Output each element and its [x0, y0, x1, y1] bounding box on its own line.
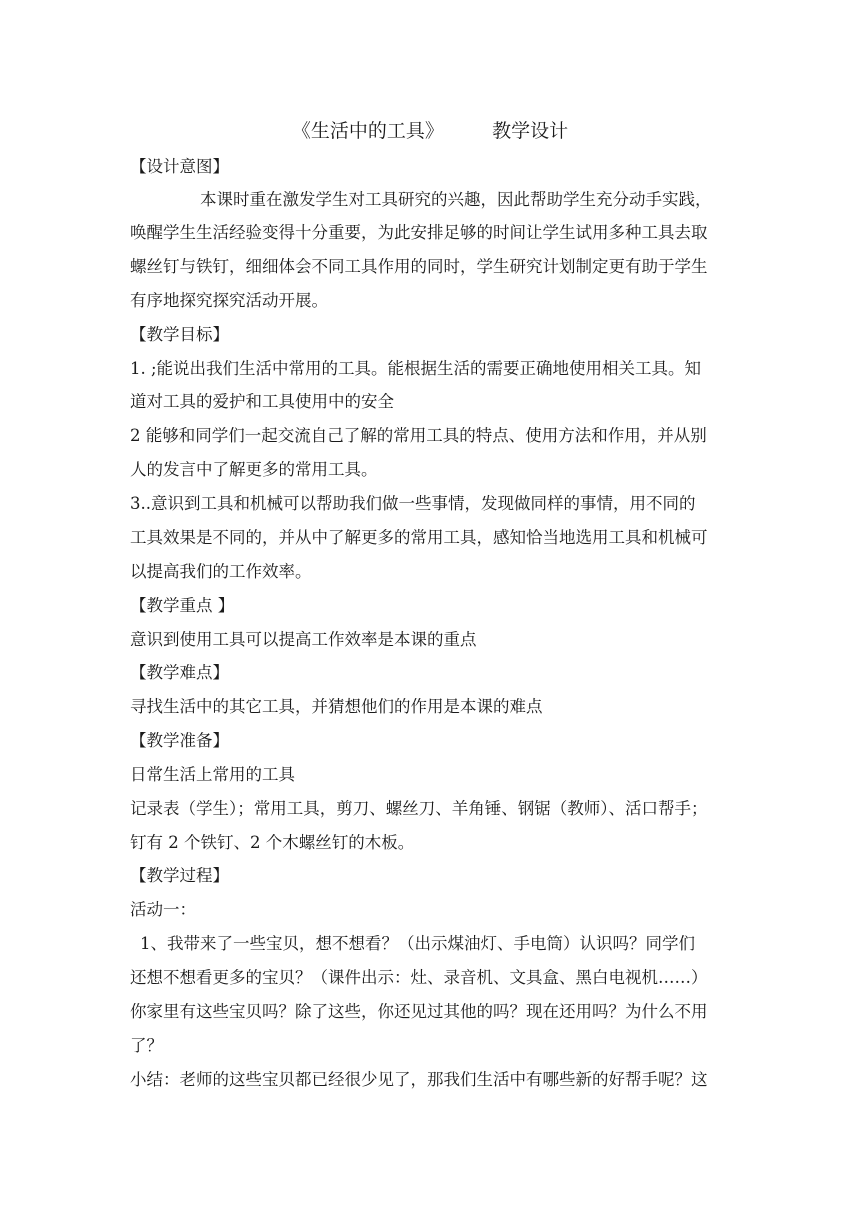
paragraph-line: 道对工具的爱护和工具使用中的安全 — [130, 392, 394, 411]
paragraph-line: 记录表（学生）；常用工具，剪刀、螺丝刀、羊角锤、钢锯（教师）、活口帮手； — [130, 799, 708, 818]
section-heading-process: 【教学过程】 — [130, 866, 229, 885]
section-heading-goals: 【教学目标】 — [130, 325, 229, 344]
section-heading-design-intent: 【设计意图】 — [130, 157, 229, 176]
paragraph-line: 小结：老师的这些宝贝都已经很少见了，那我们生活中有哪些新的好帮手呢？这 — [130, 1070, 708, 1089]
paragraph-line: 本课时重在激发学生对工具研究的兴趣，因此帮助学生充分动手实践， — [200, 190, 712, 209]
paragraph-line: 寻找生活中的其它工具，并猜想他们的作用是本课的难点 — [130, 697, 543, 716]
paragraph-line: 3..意识到工具和机械可以帮助我们做一些事情，发现做同样的事情，用不同的 — [130, 494, 696, 513]
paragraph-line: 唤醒学生生活经验变得十分重要，为此安排足够的时间让学生试用多种工具去取 — [130, 223, 708, 242]
paragraph-line: 活动一： — [130, 900, 196, 919]
paragraph-line: 1、我带来了一些宝贝，想不想看？（出示煤油灯、手电筒）认识吗？同学们 — [140, 934, 695, 953]
paragraph-line: 日常生活上常用的工具 — [130, 765, 295, 784]
document-title: 《生活中的工具》 教学设计 — [291, 120, 569, 142]
section-heading-preparation: 【教学准备】 — [130, 731, 229, 750]
paragraph-line: 还想不想看更多的宝贝？（课件出示：灶、录音机、文具盒、黑白电视机……） — [130, 968, 708, 987]
paragraph-line: 2 能够和同学们一起交流自己了解的常用工具的特点、使用方法和作用，并从别 — [130, 426, 707, 445]
section-heading-key-point: 【教学重点 】 — [130, 596, 235, 615]
paragraph-line: 1. ;能说出我们生活中常用的工具。能根据生活的需要正确地使用相关工具。知 — [130, 359, 702, 378]
paragraph-line: 有序地探究探究活动开展。 — [130, 291, 328, 310]
paragraph-line: 人的发言中了解更多的常用工具。 — [130, 460, 378, 479]
section-heading-difficulty: 【教学难点】 — [130, 663, 229, 682]
paragraph-line: 工具效果是不同的，并从中了解更多的常用工具，感知恰当地选用工具和机械可 — [130, 528, 708, 547]
paragraph-line: 了？ — [130, 1036, 163, 1055]
paragraph-line: 钉有 2 个铁钉、2 个木螺丝钉的木板。 — [130, 833, 415, 852]
paragraph-line: 螺丝钉与铁钉，细细体会不同工具作用的同时，学生研究计划制定更有助于学生 — [130, 257, 708, 276]
paragraph-line: 意识到使用工具可以提高工作效率是本课的重点 — [130, 630, 477, 649]
paragraph-line: 以提高我们的工作效率。 — [130, 562, 312, 581]
paragraph-line: 你家里有这些宝贝吗？除了这些，你还见过其他的吗？现在还用吗？为什么不用 — [130, 1002, 708, 1021]
